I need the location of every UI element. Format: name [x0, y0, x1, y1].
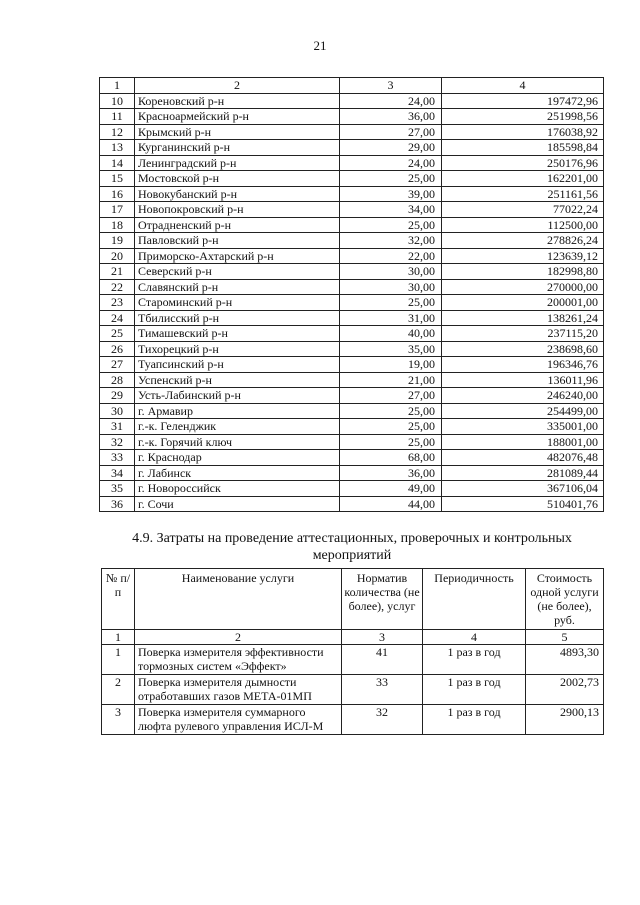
district-name: г. Краснодар	[135, 450, 340, 466]
district-name: г. Лабинск	[135, 465, 340, 481]
row-number: 31	[100, 419, 135, 435]
amount-cell: 136011,96	[442, 372, 604, 388]
quantity-cell: 40,00	[340, 326, 442, 342]
table-row	[100, 202, 604, 218]
amount-cell: 188001,00	[442, 434, 604, 450]
quantity-cell: 25,00	[340, 434, 442, 450]
table-row	[100, 357, 604, 373]
table-row	[100, 186, 604, 202]
column-number: 3	[342, 630, 423, 645]
quantity-cell: 32,00	[340, 233, 442, 249]
row-number: 21	[100, 264, 135, 280]
district-name: Мостовской р-н	[135, 171, 340, 187]
table-row	[102, 705, 604, 735]
table-row	[100, 109, 604, 125]
amount-cell: 185598,84	[442, 140, 604, 156]
section-title: 4.9. Затраты на проведение аттестационных, проверочных и контрольных мероприятий	[132, 531, 572, 563]
table-row	[102, 675, 604, 705]
quantity-cell: 19,00	[340, 357, 442, 373]
frequency-cell: 1 раз в год	[423, 645, 526, 675]
amount-cell: 176038,92	[442, 124, 604, 140]
row-number: 10	[100, 93, 135, 109]
district-name: Павловский р-н	[135, 233, 340, 249]
column-header: 4	[442, 78, 604, 94]
quantity-cell: 25,00	[340, 403, 442, 419]
quantity-cell: 27,00	[340, 124, 442, 140]
table-row	[100, 372, 604, 388]
district-name: г. Новороссийск	[135, 481, 340, 497]
row-number: 32	[100, 434, 135, 450]
page-number: 21	[313, 38, 327, 53]
amount-cell: 77022,24	[442, 202, 604, 218]
row-number: 29	[100, 388, 135, 404]
amount-cell: 482076,48	[442, 450, 604, 466]
column-numbers-row	[102, 630, 604, 645]
district-name: Новопокровский р-н	[135, 202, 340, 218]
district-name: Отрадненский р-н	[135, 217, 340, 233]
row-number: 28	[100, 372, 135, 388]
table-row	[100, 155, 604, 171]
column-number: 5	[526, 630, 604, 645]
amount-cell: 162201,00	[442, 171, 604, 187]
frequency-cell: 1 раз в год	[423, 675, 526, 705]
table-row	[100, 341, 604, 357]
quantity-cell: 35,00	[340, 341, 442, 357]
row-number: 14	[100, 155, 135, 171]
quantity-cell: 32	[342, 705, 423, 735]
table-row	[100, 465, 604, 481]
service-name: Поверка измерителя дымности отработавших газов МЕТА-01МП	[135, 675, 342, 705]
district-name: г.-к. Геленджик	[135, 419, 340, 435]
column-header: 3	[340, 78, 442, 94]
quantity-cell: 24,00	[340, 155, 442, 171]
table-row	[100, 279, 604, 295]
amount-cell: 182998,80	[442, 264, 604, 280]
district-name: г. Сочи	[135, 496, 340, 512]
table-row	[100, 248, 604, 264]
column-header: Стоимость одной услуги (не более), руб.	[526, 569, 604, 630]
amount-cell: 251998,56	[442, 109, 604, 125]
table-row	[100, 403, 604, 419]
service-name: Поверка измерителя эффективности тормозных систем «Эффект»	[135, 645, 342, 675]
amount-cell: 251161,56	[442, 186, 604, 202]
column-header: 1	[100, 78, 135, 94]
district-name: Тимашевский р-н	[135, 326, 340, 342]
quantity-cell: 36,00	[340, 109, 442, 125]
amount-cell: 238698,60	[442, 341, 604, 357]
column-number: 1	[102, 630, 135, 645]
district-name: Усть-Лабинский р-н	[135, 388, 340, 404]
quantity-cell: 39,00	[340, 186, 442, 202]
quantity-cell: 24,00	[340, 93, 442, 109]
amount-cell: 123639,12	[442, 248, 604, 264]
quantity-cell: 25,00	[340, 171, 442, 187]
quantity-cell: 25,00	[340, 295, 442, 311]
row-number: 22	[100, 279, 135, 295]
district-name: Красноармейский р-н	[135, 109, 340, 125]
district-name: Крымский р-н	[135, 124, 340, 140]
row-number: 15	[100, 171, 135, 187]
frequency-cell: 1 раз в год	[423, 705, 526, 735]
district-name: Ленинградский р-н	[135, 155, 340, 171]
row-number: 18	[100, 217, 135, 233]
amount-cell: 196346,76	[442, 357, 604, 373]
row-number: 35	[100, 481, 135, 497]
amount-cell: 335001,00	[442, 419, 604, 435]
table-row	[100, 295, 604, 311]
row-number: 25	[100, 326, 135, 342]
district-name: Новокубанский р-н	[135, 186, 340, 202]
table-row	[100, 310, 604, 326]
amount-cell: 510401,76	[442, 496, 604, 512]
district-name: Северский р-н	[135, 264, 340, 280]
row-number: 33	[100, 450, 135, 466]
row-number: 2	[102, 675, 135, 705]
row-number: 30	[100, 403, 135, 419]
amount-cell: 200001,00	[442, 295, 604, 311]
cost-cell: 2900,13	[526, 705, 604, 735]
quantity-cell: 49,00	[340, 481, 442, 497]
amount-cell: 281089,44	[442, 465, 604, 481]
column-header: № п/п	[102, 569, 135, 630]
amount-cell: 246240,00	[442, 388, 604, 404]
district-name: Тбилисский р-н	[135, 310, 340, 326]
row-number: 11	[100, 109, 135, 125]
row-number: 20	[100, 248, 135, 264]
district-name: Туапсинский р-н	[135, 357, 340, 373]
table-row	[100, 419, 604, 435]
table-row	[100, 434, 604, 450]
cost-cell: 2002,73	[526, 675, 604, 705]
amount-cell: 112500,00	[442, 217, 604, 233]
amount-cell: 197472,96	[442, 93, 604, 109]
amount-cell: 138261,24	[442, 310, 604, 326]
row-number: 3	[102, 705, 135, 735]
cost-cell: 4893,30	[526, 645, 604, 675]
quantity-cell: 31,00	[340, 310, 442, 326]
column-header: 2	[135, 78, 340, 94]
service-name: Поверка измерителя суммарного люфта рулевого управления ИСЛ-М	[135, 705, 342, 735]
quantity-cell: 44,00	[340, 496, 442, 512]
verification-costs-table	[101, 568, 604, 735]
table-row	[100, 481, 604, 497]
quantity-cell: 34,00	[340, 202, 442, 218]
quantity-cell: 30,00	[340, 279, 442, 295]
quantity-cell: 27,00	[340, 388, 442, 404]
row-number: 12	[100, 124, 135, 140]
amount-cell: 237115,20	[442, 326, 604, 342]
table-row	[100, 217, 604, 233]
amount-cell: 250176,96	[442, 155, 604, 171]
table-row	[100, 450, 604, 466]
district-name: Староминский р-н	[135, 295, 340, 311]
row-number: 36	[100, 496, 135, 512]
table-row	[100, 140, 604, 156]
quantity-cell: 25,00	[340, 217, 442, 233]
row-number: 13	[100, 140, 135, 156]
quantity-cell: 25,00	[340, 419, 442, 435]
amount-cell: 270000,00	[442, 279, 604, 295]
row-number: 19	[100, 233, 135, 249]
district-name: Кореновский р-н	[135, 93, 340, 109]
row-number: 23	[100, 295, 135, 311]
district-name: Приморско-Ахтарский р-н	[135, 248, 340, 264]
row-number: 1	[102, 645, 135, 675]
table-row	[100, 496, 604, 512]
column-number: 2	[135, 630, 342, 645]
amount-cell: 278826,24	[442, 233, 604, 249]
district-name: Тихорецкий р-н	[135, 341, 340, 357]
quantity-cell: 68,00	[340, 450, 442, 466]
row-number: 27	[100, 357, 135, 373]
quantity-cell: 30,00	[340, 264, 442, 280]
table-row	[100, 93, 604, 109]
column-header: Норматив количества (не более), услуг	[342, 569, 423, 630]
row-number: 16	[100, 186, 135, 202]
column-number: 4	[423, 630, 526, 645]
row-number: 26	[100, 341, 135, 357]
row-number: 34	[100, 465, 135, 481]
row-number: 17	[100, 202, 135, 218]
table-header-row	[102, 569, 604, 630]
table-header-row	[100, 78, 604, 94]
quantity-cell: 29,00	[340, 140, 442, 156]
quantity-cell: 21,00	[340, 372, 442, 388]
column-header: Периодичность	[423, 569, 526, 630]
table-row	[100, 233, 604, 249]
table-row	[100, 171, 604, 187]
district-name: Славянский р-н	[135, 279, 340, 295]
table-row	[100, 326, 604, 342]
quantity-cell: 33	[342, 675, 423, 705]
table-row	[100, 264, 604, 280]
table-row	[100, 388, 604, 404]
row-number: 24	[100, 310, 135, 326]
table-row	[102, 645, 604, 675]
quantity-cell: 36,00	[340, 465, 442, 481]
table-row	[100, 124, 604, 140]
district-name: г.-к. Горячий ключ	[135, 434, 340, 450]
amount-cell: 367106,04	[442, 481, 604, 497]
quantity-cell: 22,00	[340, 248, 442, 264]
districts-table	[99, 77, 604, 512]
amount-cell: 254499,00	[442, 403, 604, 419]
district-name: г. Армавир	[135, 403, 340, 419]
quantity-cell: 41	[342, 645, 423, 675]
column-header: Наименование услуги	[135, 569, 342, 630]
district-name: Успенский р-н	[135, 372, 340, 388]
district-name: Курганинский р-н	[135, 140, 340, 156]
